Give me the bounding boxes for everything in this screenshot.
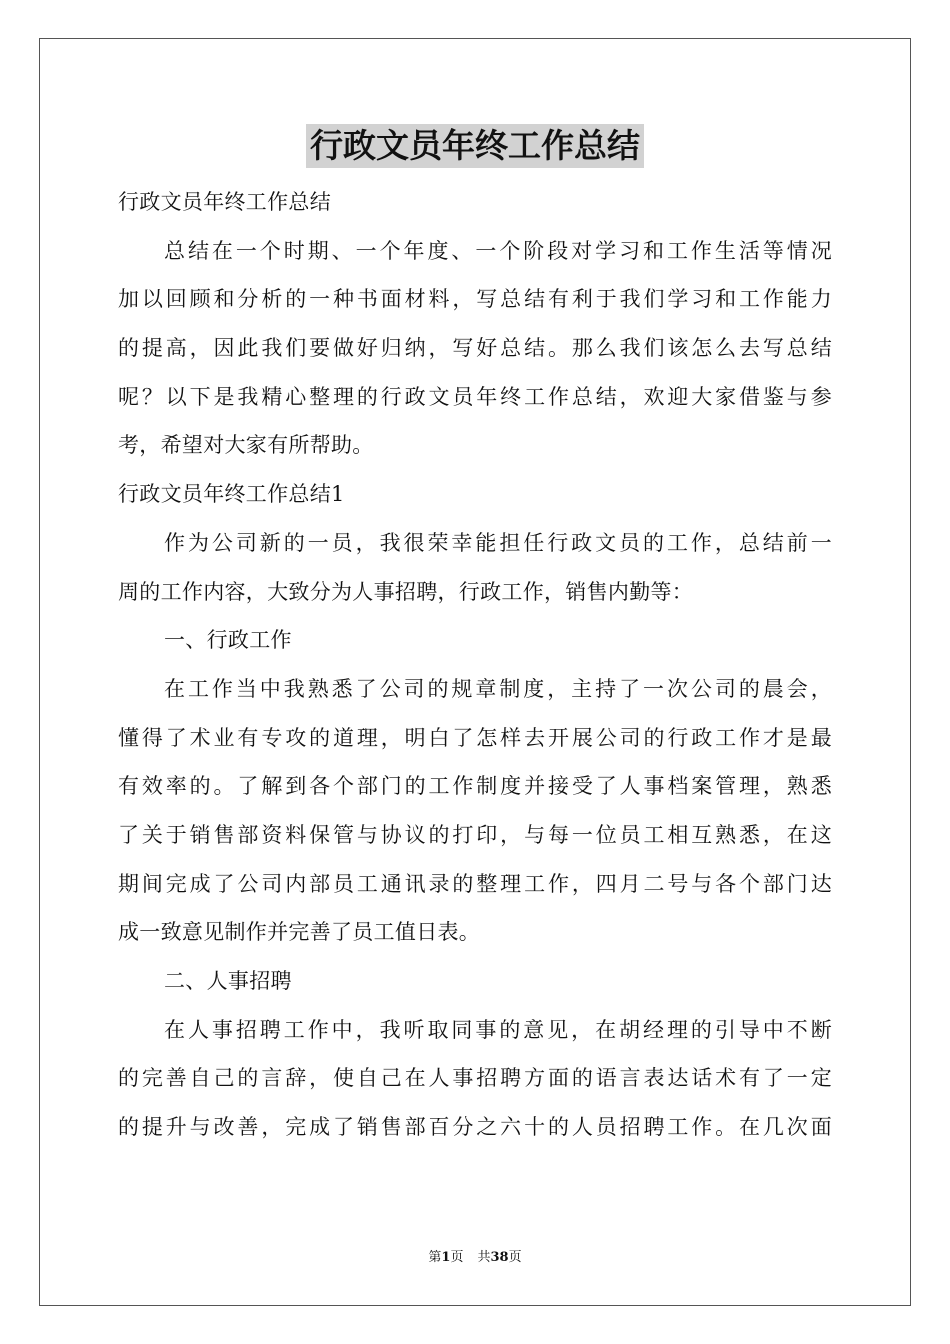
page-number: 1	[441, 1250, 451, 1265]
text-line: 了关于销售部资料保管与协议的打印，与每一位员工相互熟悉，在这	[118, 822, 832, 847]
text-line: 期间完成了公司内部员工通讯录的整理工作，四月二号与各个部门达	[118, 871, 832, 896]
text-line: 周的工作内容，大致分为人事招聘，行政工作，销售内勤等：	[118, 579, 694, 604]
title-container	[0, 124, 950, 168]
text-line: 在人事招聘工作中，我听取同事的意见，在胡经理的引导中不断	[164, 1017, 832, 1042]
text-line: 行政文员年终工作总结	[118, 190, 331, 214]
text-line: 的提高，因此我们要做好归纳，写好总结。那么我们该怎么去写总结	[118, 336, 832, 361]
text-line: 懂得了术业有专攻的道理，明白了怎样去开展公司的行政工作才是最	[118, 725, 832, 750]
text-line: 呢？以下是我精心整理的行政文员年终工作总结，欢迎大家借鉴与参	[118, 384, 832, 409]
text-line: 的完善自己的言辞，使自己在人事招聘方面的语言表达话术有了一定	[118, 1066, 832, 1091]
document-title: 行政文员年终工作总结	[306, 124, 644, 168]
total-prefix: 共	[477, 1250, 491, 1265]
text-line: 加以回顾和分析的一种书面材料，写总结有利于我们学习和工作能力	[118, 287, 832, 312]
text-line: 一、行政工作	[164, 628, 292, 653]
text-line: 行政文员年终工作总结1	[118, 482, 345, 507]
total-suffix: 页	[508, 1250, 522, 1265]
text-line: 作为公司新的一员，我很荣幸能担任行政文员的工作，总结前一	[164, 530, 832, 555]
text-line: 成一致意见制作并完善了员工值日表。	[118, 920, 481, 945]
text-line: 在工作当中我熟悉了公司的规章制度，主持了一次公司的晨会，	[164, 676, 832, 701]
page-prefix: 第	[428, 1250, 442, 1265]
text-line: 有效率的。了解到各个部门的工作制度并接受了人事档案管理，熟悉	[118, 774, 832, 799]
text-line: 考，希望对大家有所帮助。	[118, 433, 374, 458]
text-line: 的提升与改善，完成了销售部百分之六十的人员招聘工作。在几次面	[118, 1115, 832, 1140]
text-line: 总结在一个时期、一个年度、一个阶段对学习和工作生活等情况	[164, 238, 832, 263]
page-footer	[0, 1246, 950, 1265]
document-body	[118, 178, 832, 1152]
page-suffix: 页	[450, 1250, 464, 1265]
total-pages: 38	[490, 1250, 509, 1265]
text-line: 二、人事招聘	[164, 969, 292, 993]
